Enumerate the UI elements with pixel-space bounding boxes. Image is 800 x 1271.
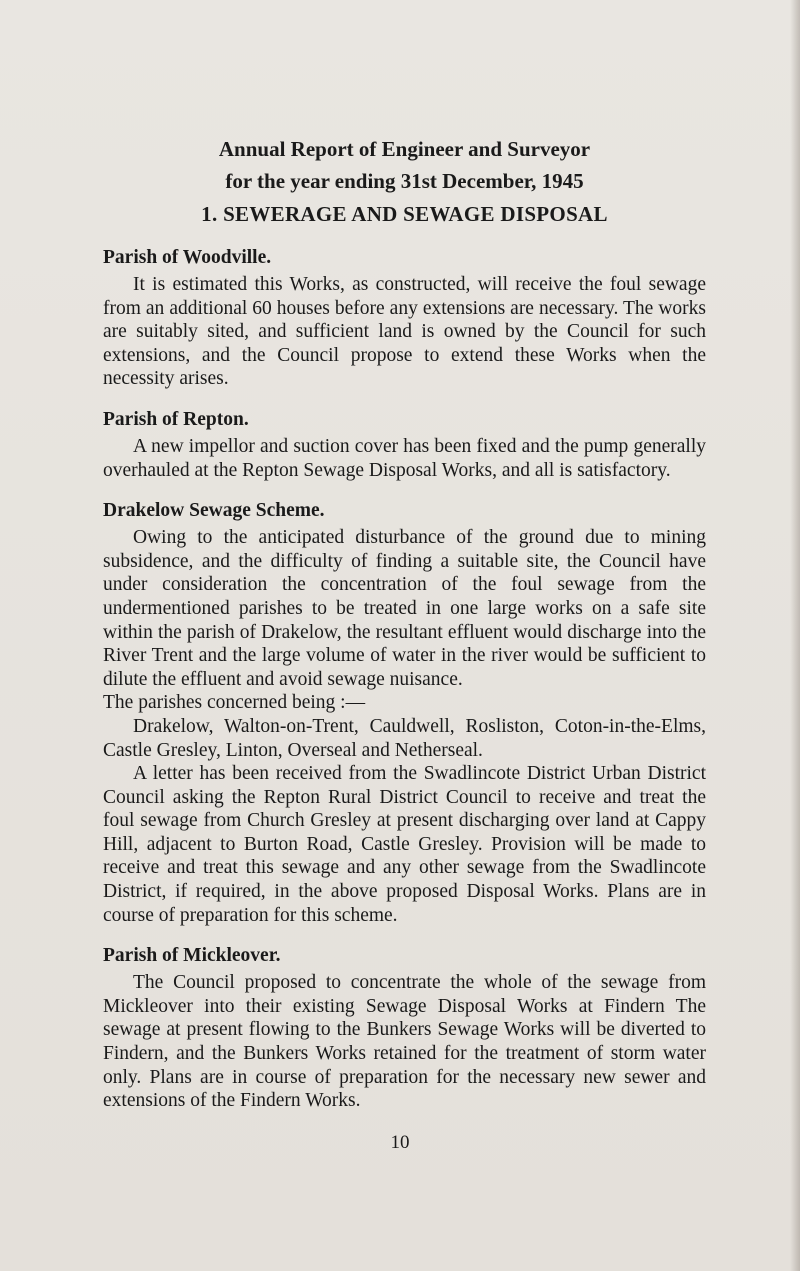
mickleover-section bbox=[103, 943, 706, 1113]
repton-paragraph: A new impellor and suction cover has been fixed and the pump generally overhauled at the Repton Sewage Disposal Works, and all is satisfactory. bbox=[103, 435, 706, 481]
section-heading: 1. SEWERAGE AND SEWAGE DISPOSAL bbox=[201, 202, 608, 226]
page-edge-shadow bbox=[790, 0, 800, 1271]
woodville-paragraph: It is estimated this Works, as constructed, will receive the foul sewage from an additional 60 houses before any extensions are necessary. The works are suitably sited, and sufficient land is owned by the Council for such extensions, and the Council propose to extend these Works when the necessity arises. bbox=[103, 274, 706, 390]
mickleover-paragraph: The Council proposed to concentrate the whole of the sewage from Mickleover into their existing Sewage Disposal Works at Findern The sewage at present flowing to the Bunkers Sewage Works will be diverted to Findern, and the Bunkers Works retained for the treatment of storm water only. Plans are in course of preparation for the necessary new sewer and extensions of the Findern Works. bbox=[103, 972, 706, 1112]
report-title-line-2: for the year ending 31st December, 1945 bbox=[225, 169, 584, 193]
mickleover-heading: Parish of Mickleover. bbox=[103, 945, 281, 967]
repton-section bbox=[103, 407, 706, 482]
report-body bbox=[103, 133, 706, 1129]
drakelow-paragraph-2: The parishes concerned being :— bbox=[103, 692, 366, 714]
woodville-heading: Parish of Woodville. bbox=[103, 247, 272, 268]
drakelow-section bbox=[103, 498, 706, 927]
page-number: 10 bbox=[390, 1132, 410, 1153]
drakelow-paragraph-1: Owing to the anticipated disturbance of the ground due to mining subsidence, and the difficulty of finding a suitable site, the Council have under consideration the concentration of the foul sewage from the undermentioned parishes to be treated in one large works on a safe site within the parish of Drakelow, the resultant effluent would discharge into the River Trent and the large volume of water in the river would be sufficient to dilute the effluent and avoid sewage nuisance. bbox=[103, 527, 706, 690]
report-title-line-1: Annual Report of Engineer and Surveyor bbox=[218, 137, 591, 161]
drakelow-parish-list: Drakelow, Walton-on-Trent, Cauldwell, Rosliston, Coton-in-the-Elms, Castle Gresley, Linton, Overseal and Netherseal. bbox=[103, 715, 706, 761]
repton-heading: Parish of Repton. bbox=[103, 408, 249, 430]
drakelow-heading: Drakelow Sewage Scheme. bbox=[103, 500, 325, 522]
woodville-section bbox=[103, 245, 706, 391]
drakelow-paragraph-4: A letter has been received from the Swadlincote District Urban District Council asking the Repton Rural District Council to receive and treat the foul sewage from Church Gresley at present discharging over land at Cappy Hill, adjacent to Burton Road, Castle Gresley. Provision will be made to receive and treat this sewage and any other sewage from the Swadlincote District, if required, in the above proposed Disposal Works. Plans are in course of preparation for this scheme. bbox=[103, 763, 706, 926]
